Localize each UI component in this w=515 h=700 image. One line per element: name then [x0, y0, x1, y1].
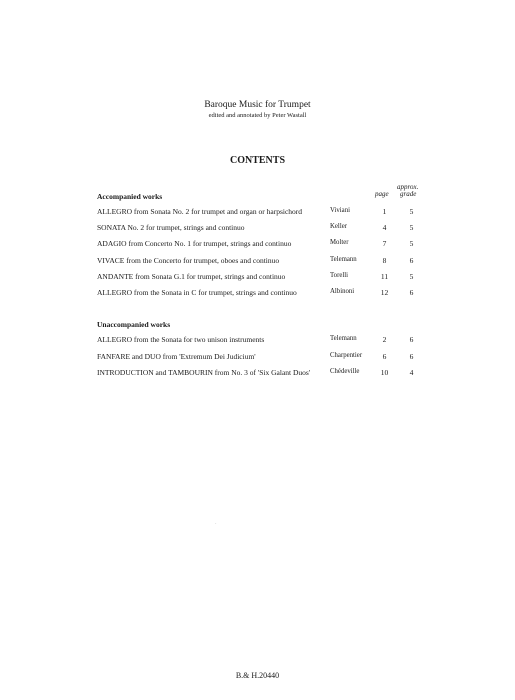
- entry-page: 12: [380, 288, 389, 297]
- entry-grade: 6: [409, 288, 414, 297]
- unaccompanied-heading: Unaccompanied works: [97, 320, 171, 329]
- catalogue-number: B.& H.20440: [235, 671, 280, 680]
- contents-row: [97, 272, 427, 284]
- entry-page: 7: [382, 239, 387, 249]
- book-title: Baroque Music for Trumpet: [204, 100, 311, 110]
- entry-work: SONATA No. 2 for trumpet, strings and continuo: [97, 223, 245, 233]
- contents-row: [97, 368, 427, 380]
- entry-grade: 5: [409, 239, 414, 249]
- entry-grade: 5: [409, 207, 414, 216]
- entry-page: 1: [382, 207, 387, 216]
- entry-grade: 5: [409, 271, 414, 281]
- entry-work: ALLEGRO from Sonata No. 2 for trumpet and organ or harpsichord: [97, 207, 303, 216]
- entry-work: VIVACE from the Concerto for trumpet, oboes and continuo: [97, 255, 280, 265]
- entry-composer: Telemann: [330, 255, 357, 263]
- entry-grade: 6: [409, 255, 414, 265]
- approx-header: approx.: [397, 183, 419, 191]
- entry-work: ALLEGRO from the Sonata for two unison instruments: [97, 335, 265, 344]
- entry-grade: 6: [409, 351, 414, 361]
- contents-row: [97, 335, 427, 347]
- entry-grade: 5: [409, 223, 414, 233]
- contents-row: [97, 256, 427, 268]
- entry-page: 2: [382, 335, 387, 344]
- entry-composer: Torelli: [330, 271, 349, 279]
- page-column-header: page: [375, 190, 389, 198]
- entry-work: ALLEGRO from the Sonata in C for trumpet, strings and continuo: [97, 288, 297, 297]
- contents-row: [97, 288, 427, 300]
- accompanied-heading: Accompanied works: [97, 192, 163, 201]
- entry-composer: Albinoni: [330, 288, 355, 295]
- entry-work: ADAGIO from Concerto No. 1 for trumpet, strings and continuo: [97, 239, 292, 249]
- contents-row: [97, 223, 427, 235]
- entry-composer: Chédeville: [330, 368, 360, 375]
- entry-composer: Charpentier: [330, 351, 363, 359]
- speck: ·: [215, 522, 217, 527]
- entry-page: 11: [380, 271, 389, 281]
- contents-heading: CONTENTS: [229, 155, 285, 166]
- contents-row: [97, 207, 427, 219]
- entry-page: 6: [382, 351, 387, 361]
- grade-column-header: grade: [400, 190, 417, 198]
- entry-grade: 4: [409, 368, 414, 377]
- book-subtitle: edited and annotated by Peter Wastall: [208, 112, 307, 119]
- entry-composer: Molter: [330, 239, 349, 247]
- entry-work: ANDANTE from Sonata G.1 for trumpet, strings and continuo: [97, 271, 286, 281]
- entry-composer: Telemann: [330, 335, 357, 342]
- entry-page: 8: [382, 255, 387, 265]
- entry-composer: Viviani: [330, 207, 350, 214]
- contents-row: [97, 239, 427, 251]
- entry-work: FANFARE and DUO from 'Extremum Dei Judicium': [97, 351, 256, 361]
- entry-page: 4: [382, 223, 387, 233]
- entry-grade: 6: [409, 335, 414, 344]
- entry-work: INTRODUCTION and TAMBOURIN from No. 3 of 'Six Galant Duos': [97, 368, 311, 377]
- contents-row: [97, 352, 427, 364]
- entry-page: 10: [380, 368, 389, 377]
- entry-composer: Keller: [330, 223, 347, 231]
